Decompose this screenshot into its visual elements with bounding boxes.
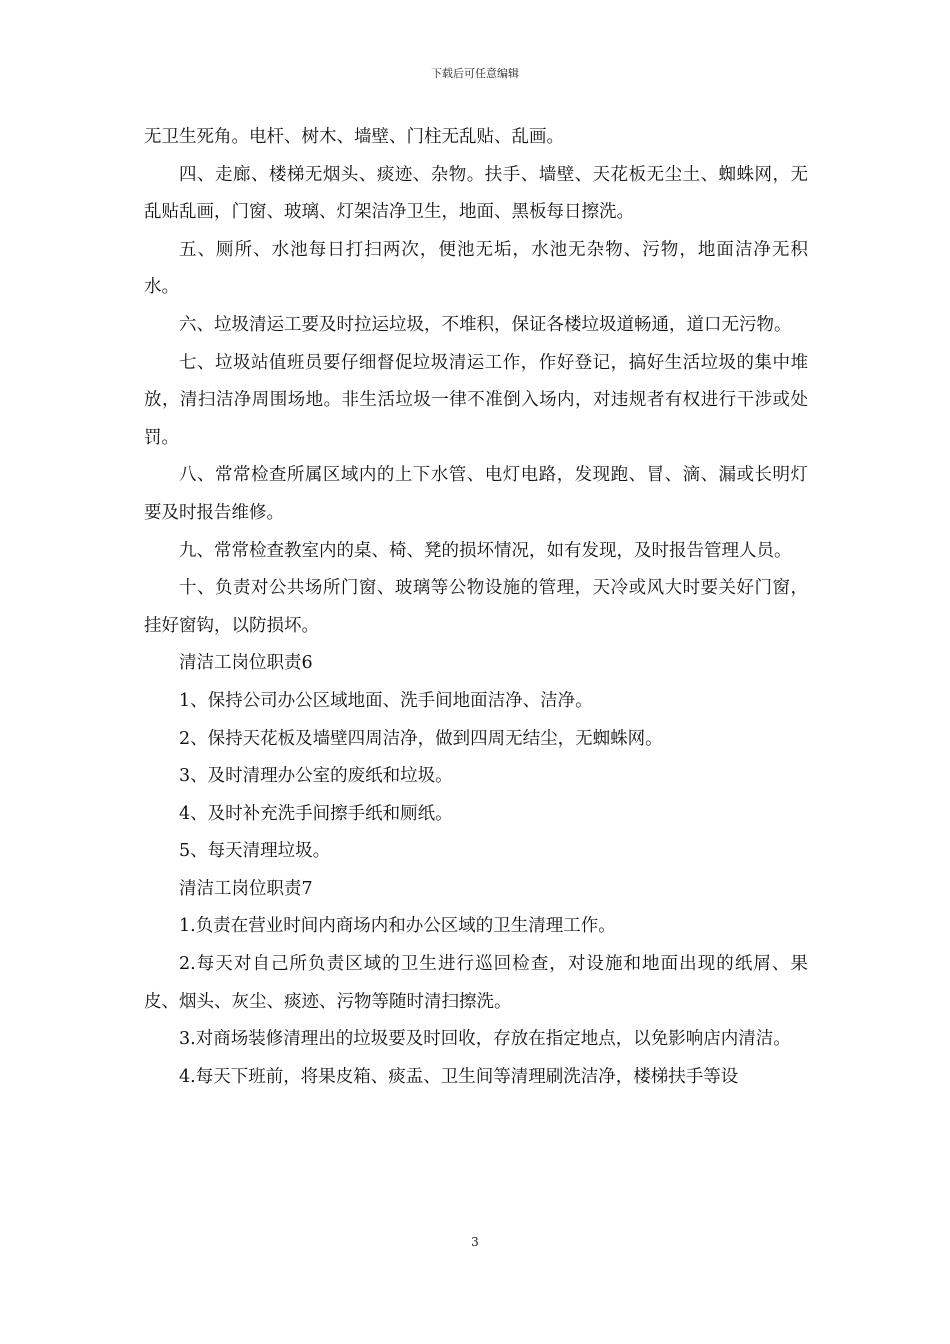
list-item: 3.对商场装修清理出的垃圾要及时回收，存放在指定地点，以免影响店内清洁。 [179,1029,791,1050]
document-body [144,119,808,1096]
paragraph: 五、厕所、水池每日打扫两次，便池无垢，水池无杂物、污物，地面洁净无积水。 [144,239,808,298]
list-item: 1、保持公司办公区域地面、洗手间地面洁净、洁净。 [179,690,593,711]
paragraph: 七、垃圾站值班员要仔细督促垃圾清运工作，作好登记，搞好生活垃圾的集中堆放，清扫洁净周围场地。非生活垃圾一律不准倒入场内，对违规者有权进行干涉或处罚。 [144,352,808,448]
list-item: 5、每天清理垃圾。 [179,841,331,862]
list-item: 4、及时补充洗手间擦手纸和厕纸。 [179,803,453,824]
paragraph: 无卫生死角。电杆、树木、墙壁、门柱无乱贴、乱画。 [144,127,564,147]
section-heading: 清洁工岗位职责7 [179,878,313,899]
paragraph: 九、常常检查教室内的桌、椅、凳的损坏情况，如有发现，及时报告管理人员。 [179,540,792,561]
list-item: 3、及时清理办公室的废纸和垃圾。 [179,766,453,787]
paragraph: 四、走廊、楼梯无烟头、痰迹、杂物。扶手、墙壁、天花板无尘土、蜘蛛网，无乱贴乱画，门窗、玻璃、灯架洁净卫生，地面、黑板每日擦洗。 [144,164,808,223]
section-heading: 清洁工岗位职责6 [179,653,313,674]
paragraph: 六、垃圾清运工要及时拉运垃圾，不堆积，保证各楼垃圾道畅通，道口无污物。 [179,314,792,335]
paragraph: 十、负责对公共场所门窗、玻璃等公物设施的管理，天冷或风大时要关好门窗，挂好窗钩，以防损坏。 [144,578,808,636]
paragraph: 八、常常检查所属区域内的上下水管、电灯电路，发现跑、冒、滴、漏或长明灯要及时报告维修。 [144,465,808,523]
page-number: 3 [471,1235,479,1249]
list-item: 1.负责在营业时间内商场内和办公区域的卫生清理工作。 [179,916,616,937]
list-item: 2.每天对自己所负责区域的卫生进行巡回检查，对设施和地面出现的纸屑、果皮、烟头、灰尘、痰迹、污物等随时清扫擦洗。 [144,954,808,1012]
page-header: 下载后可任意编辑 [431,67,519,80]
list-item: 2、保持天花板及墙壁四周洁净，做到四周无结尘，无蜘蛛网。 [179,728,663,749]
list-item: 4.每天下班前，将果皮箱、痰盂、卫生间等清理刷洗洁净，楼梯扶手等设 [179,1066,739,1087]
